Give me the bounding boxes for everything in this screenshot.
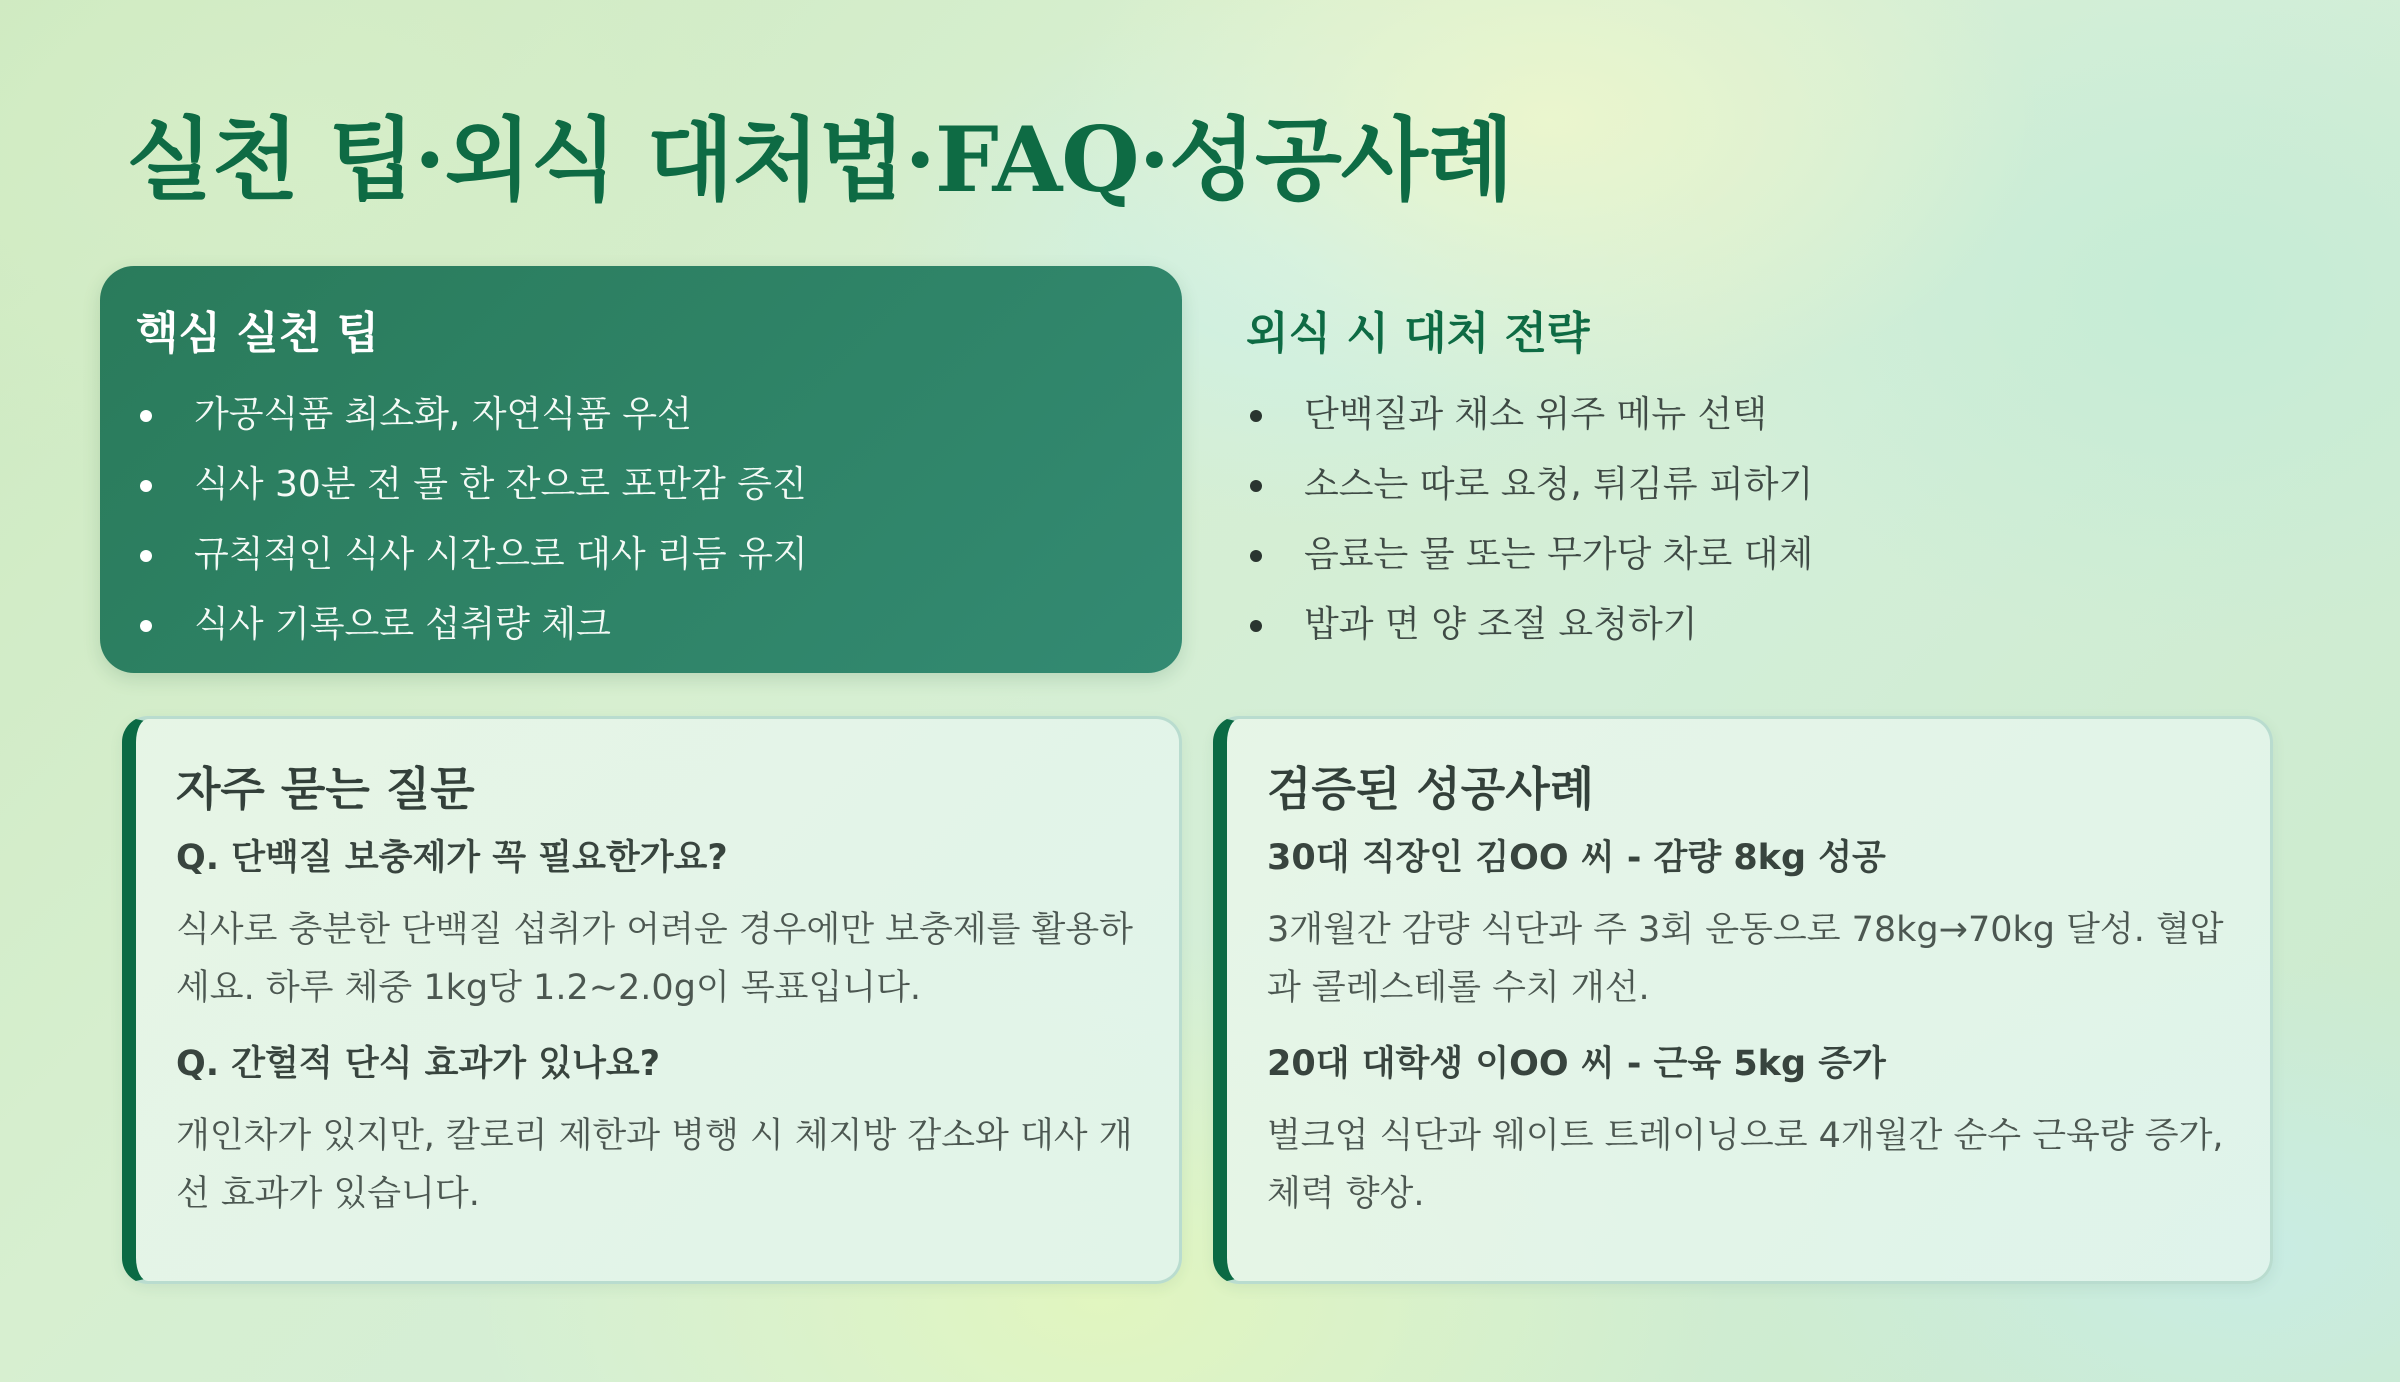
core-tips-card xyxy=(100,266,1182,673)
bullet-icon xyxy=(1250,410,1262,422)
list-item xyxy=(1246,520,2246,590)
dining-out-list xyxy=(1246,380,2246,660)
list-item xyxy=(136,450,1146,520)
list-item-text: 가공식품 최소화, 자연식품 우선 xyxy=(194,394,692,435)
list-item xyxy=(136,520,1146,590)
bullet-icon xyxy=(140,410,152,422)
faq-question: Q. 간헐적 단식 효과가 있나요? xyxy=(176,1044,661,1084)
faq-answer: 식사로 충분한 단백질 섭취가 어려운 경우에만 보충제를 활용하세요. 하루 체중 1kg당 1.2~2.0g이 목표입니다. xyxy=(176,910,1133,1008)
success-stories-card xyxy=(1213,716,2273,1284)
bullet-icon xyxy=(140,620,152,632)
list-item-text: 식사 30분 전 물 한 잔으로 포만감 증진 xyxy=(194,464,807,505)
bullet-icon xyxy=(1250,620,1262,632)
list-item xyxy=(1246,380,2246,450)
list-item-text: 소스는 따로 요청, 튀김류 피하기 xyxy=(1304,464,1814,505)
dining-out-heading: 외식 시 대처 전략 xyxy=(1246,308,1590,359)
list-item-text: 밥과 면 양 조절 요청하기 xyxy=(1304,604,1698,645)
list-item xyxy=(1246,590,2246,660)
list-item-text: 음료는 물 또는 무가당 차로 대체 xyxy=(1304,534,1814,575)
bullet-icon xyxy=(140,550,152,562)
success-story-title: 20대 대학생 이OO 씨 - 근육 5kg 증가 xyxy=(1267,1044,1886,1084)
faq-answer: 개인차가 있지만, 칼로리 제한과 병행 시 체지방 감소와 대사 개선 효과가 있습니다. xyxy=(176,1116,1133,1214)
list-item-text: 규칙적인 식사 시간으로 대사 리듬 유지 xyxy=(194,534,808,575)
success-stories-heading: 검증된 성공사례 xyxy=(1267,762,1595,816)
faq-heading: 자주 묻는 질문 xyxy=(176,762,475,816)
success-story-title: 30대 직장인 김OO 씨 - 감량 8kg 성공 xyxy=(1267,838,1886,878)
list-item-text: 식사 기록으로 섭취량 체크 xyxy=(194,604,611,645)
bullet-icon xyxy=(1250,550,1262,562)
faq-card xyxy=(122,716,1182,1284)
list-item xyxy=(1246,450,2246,520)
bullet-icon xyxy=(1250,480,1262,492)
dining-out-strategy xyxy=(1246,306,2246,660)
success-story-body: 벌크업 식단과 웨이트 트레이닝으로 4개월간 순수 근육량 증가, 체력 향상. xyxy=(1267,1116,2224,1214)
core-tips-heading: 핵심 실천 팁 xyxy=(136,308,380,359)
page-title: 실천 팁·외식 대처법·FAQ·성공사례 xyxy=(126,107,1513,213)
bullet-icon xyxy=(140,480,152,492)
faq-question: Q. 단백질 보충제가 꼭 필요한가요? xyxy=(176,838,728,878)
list-item-text: 단백질과 채소 위주 메뉴 선택 xyxy=(1304,394,1768,435)
list-item xyxy=(136,590,1146,660)
core-tips-list xyxy=(136,380,1146,660)
list-item xyxy=(136,380,1146,450)
success-story-body: 3개월간 감량 식단과 주 3회 운동으로 78kg→70kg 달성. 혈압과 콜레스테롤 수치 개선. xyxy=(1267,910,2224,1008)
